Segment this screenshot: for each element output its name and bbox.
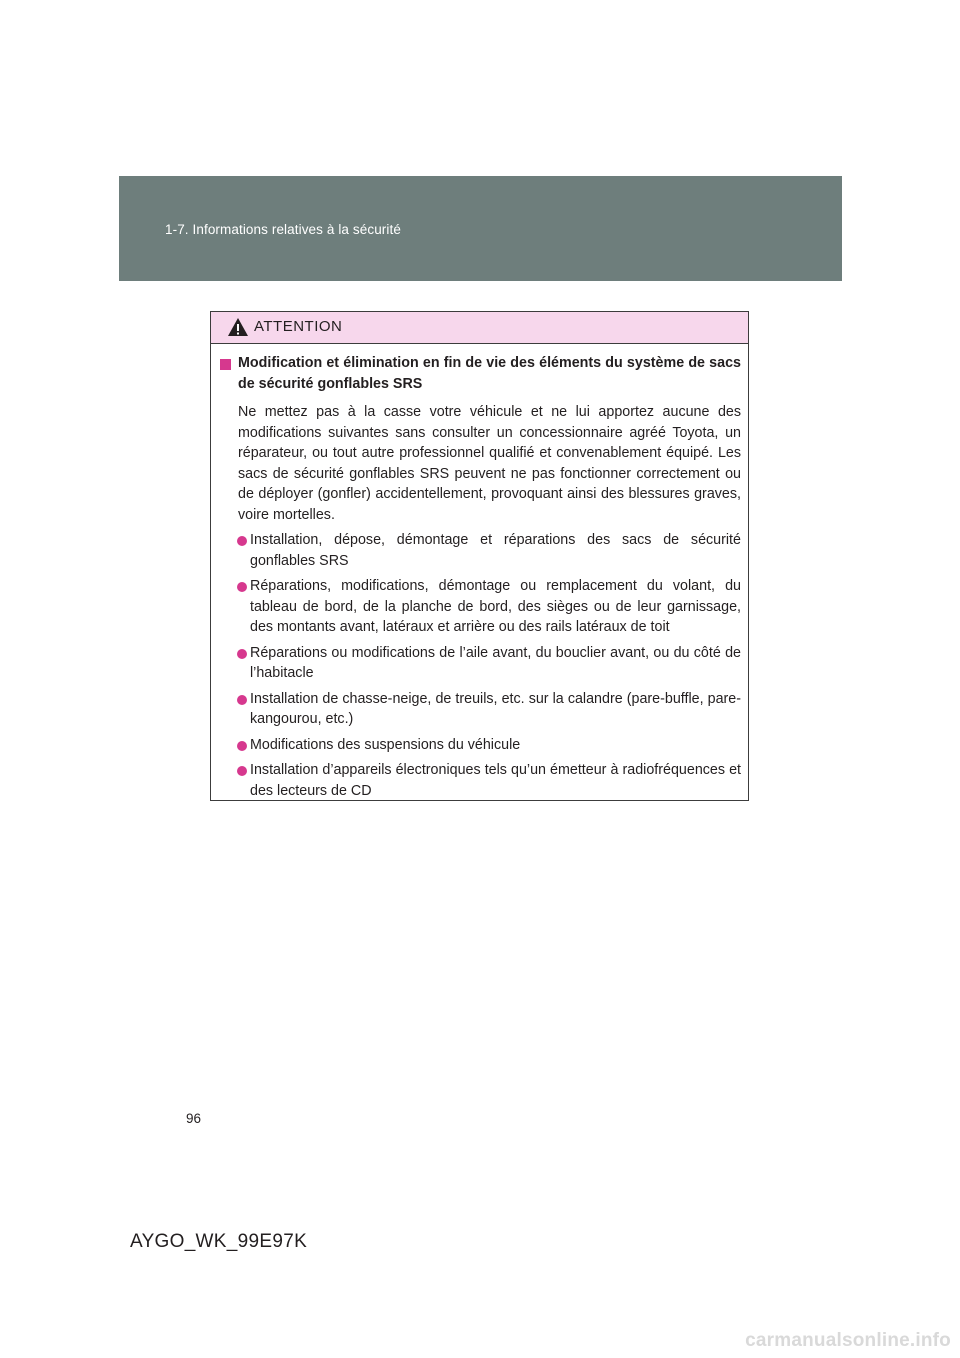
circle-bullet-icon	[237, 649, 247, 659]
warning-body	[211, 344, 748, 801]
circle-bullet-icon	[237, 536, 247, 546]
warning-subheading	[220, 353, 741, 394]
circle-bullet-icon	[237, 695, 247, 705]
list-item	[220, 530, 741, 571]
warning-box	[210, 311, 749, 801]
warning-label: ATTENTION	[254, 318, 343, 335]
list-item-text: Réparations ou modifications de l’aile avant, du bouclier avant, ou du côté de l’habitacle	[250, 644, 741, 681]
page-number: 96	[186, 1111, 202, 1126]
section-title: 1-7. Informations relatives à la sécurité	[165, 222, 401, 237]
warning-paragraph: Ne mettez pas à la casse votre véhicule et ne lui apportez aucune des modifications suivantes sans consulter un concessionnaire agréé Toyota, un réparateur, ou tout autre professionnel qualifié et convenablement équipé. Les sacs de sécurité gonflables SRS peuvent ne pas fonctionner correctement ou de déployer (gonfler) accidentellement, provoquant ainsi des blessures graves, voire mortelles.	[238, 404, 741, 523]
list-item-text: Installation d’appareils électroniques tels qu’un émetteur à radiofréquences et des lecteurs de CD	[250, 762, 741, 799]
warning-list	[220, 530, 741, 801]
section-header-band	[119, 176, 842, 281]
list-item-text: Installation de chasse-neige, de treuils, etc. sur la calandre (pare-buffle, pare-kangourou, etc.)	[250, 690, 741, 727]
watermark: carmanualsonline.info	[745, 1330, 951, 1351]
document-code: AYGO_WK_99E97K	[130, 1231, 308, 1252]
list-item-text: Modifications des suspensions du véhicule	[250, 736, 521, 753]
warning-header	[211, 312, 748, 344]
list-item	[220, 735, 741, 756]
square-bullet-icon	[220, 359, 231, 370]
list-item	[220, 689, 741, 730]
list-item-text: Réparations, modifications, démontage ou remplacement du volant, du tableau de bord, de la planche de bord, des sièges ou de leur garnissage, des montants avant, latéraux et arrière ou des rails latéraux de toit	[250, 578, 741, 635]
list-item	[220, 576, 741, 638]
warning-subheading-text: Modification et élimination en fin de vie des éléments du système de sacs de sécurité gonflables SRS	[238, 355, 741, 392]
circle-bullet-icon	[237, 766, 247, 776]
circle-bullet-icon	[237, 582, 247, 592]
warning-triangle-icon	[227, 317, 249, 337]
circle-bullet-icon	[237, 741, 247, 751]
list-item	[220, 760, 741, 801]
list-item	[220, 643, 741, 684]
list-item-text: Installation, dépose, démontage et réparations des sacs de sécurité gonflables SRS	[250, 532, 741, 569]
